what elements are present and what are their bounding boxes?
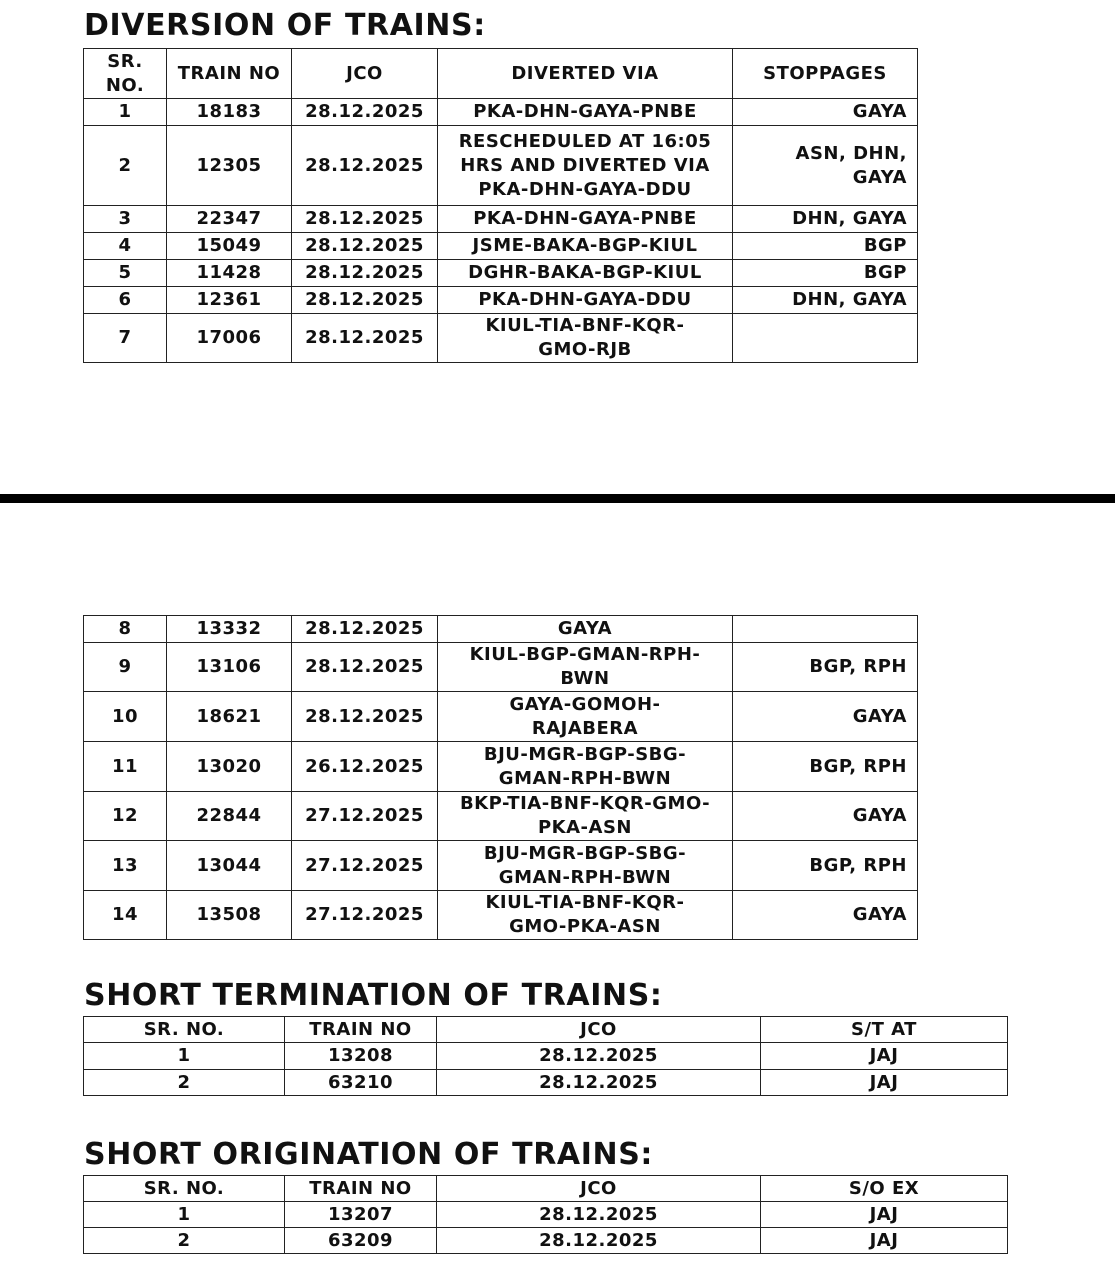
train-cell: 13207 xyxy=(285,1202,437,1228)
via-cell: PKA-DHN-GAYA-PNBE xyxy=(438,206,733,233)
table-row xyxy=(84,1043,1008,1070)
header-sr-no: SR. NO. xyxy=(84,1176,285,1202)
sr-cell: 10 xyxy=(84,692,167,742)
header-so-ex: S/O EX xyxy=(761,1176,1008,1202)
short-origination-title: SHORT ORIGINATION OF TRAINS: xyxy=(84,1137,654,1172)
short-termination-table xyxy=(83,1016,1008,1096)
sr-cell: 1 xyxy=(84,1202,285,1228)
table-row xyxy=(84,287,918,314)
header-diverted-via: DIVERTED VIA xyxy=(438,49,733,99)
stop-cell: BGP xyxy=(733,260,918,287)
via-cell: GAYA-GOMOH-RAJABERA xyxy=(438,692,733,742)
st-at-cell: JAJ xyxy=(761,1043,1008,1070)
sr-cell: 5 xyxy=(84,260,167,287)
via-cell: PKA-DHN-GAYA-PNBE xyxy=(438,99,733,126)
table-row xyxy=(84,891,918,940)
stop-cell: BGP xyxy=(733,233,918,260)
page-divider xyxy=(0,494,1115,503)
via-cell: GAYA xyxy=(438,616,733,643)
via-cell: PKA-DHN-GAYA-DDU xyxy=(438,287,733,314)
train-cell: 13332 xyxy=(167,616,292,643)
jco-cell: 28.12.2025 xyxy=(292,643,438,692)
jco-cell: 26.12.2025 xyxy=(292,742,438,792)
st-at-cell: JAJ xyxy=(761,1070,1008,1096)
stop-cell: ASN, DHN, GAYA xyxy=(733,126,918,206)
jco-cell: 27.12.2025 xyxy=(292,841,438,891)
short-origination-table xyxy=(83,1175,1008,1254)
table-row xyxy=(84,314,918,363)
jco-cell: 28.12.2025 xyxy=(292,692,438,742)
jco-cell: 28.12.2025 xyxy=(292,287,438,314)
train-cell: 22844 xyxy=(167,792,292,841)
jco-cell: 28.12.2025 xyxy=(292,206,438,233)
stop-cell: BGP, RPH xyxy=(733,841,918,891)
train-cell: 15049 xyxy=(167,233,292,260)
via-cell: JSME-BAKA-BGP-KIUL xyxy=(438,233,733,260)
sr-cell: 9 xyxy=(84,643,167,692)
jco-cell: 28.12.2025 xyxy=(292,126,438,206)
sr-cell: 3 xyxy=(84,206,167,233)
table-header-row xyxy=(84,49,918,99)
diversion-table-part-2 xyxy=(83,615,918,940)
header-sr-no: SR. NO. xyxy=(84,49,167,99)
sr-cell: 12 xyxy=(84,792,167,841)
sr-cell: 6 xyxy=(84,287,167,314)
short-termination-title: SHORT TERMINATION OF TRAINS: xyxy=(84,978,663,1013)
jco-cell: 28.12.2025 xyxy=(292,260,438,287)
table-row xyxy=(84,841,918,891)
train-cell: 12361 xyxy=(167,287,292,314)
via-cell: BKP-TIA-BNF-KQR-GMO-PKA-ASN xyxy=(438,792,733,841)
train-cell: 18183 xyxy=(167,99,292,126)
sr-cell: 8 xyxy=(84,616,167,643)
header-jco: JCO xyxy=(437,1176,761,1202)
table-row xyxy=(84,206,918,233)
via-cell: BJU-MGR-BGP-SBG-GMAN-RPH-BWN xyxy=(438,742,733,792)
via-cell: KIUL-BGP-GMAN-RPH-BWN xyxy=(438,643,733,692)
table-header-row xyxy=(84,1017,1008,1043)
table-row xyxy=(84,643,918,692)
header-train-no: TRAIN NO xyxy=(167,49,292,99)
header-train-no: TRAIN NO xyxy=(285,1176,437,1202)
sr-cell: 11 xyxy=(84,742,167,792)
train-cell: 22347 xyxy=(167,206,292,233)
table-row xyxy=(84,692,918,742)
train-cell: 13020 xyxy=(167,742,292,792)
table-row xyxy=(84,792,918,841)
train-cell: 13044 xyxy=(167,841,292,891)
table-row xyxy=(84,1228,1008,1254)
header-stoppages: STOPPAGES xyxy=(733,49,918,99)
via-cell: DGHR-BAKA-BGP-KIUL xyxy=(438,260,733,287)
stop-cell: DHN, GAYA xyxy=(733,287,918,314)
train-cell: 13508 xyxy=(167,891,292,940)
stop-cell: DHN, GAYA xyxy=(733,206,918,233)
table-row xyxy=(84,260,918,287)
table-row xyxy=(84,233,918,260)
via-cell: KIUL-TIA-BNF-KQR-GMO-PKA-ASN xyxy=(438,891,733,940)
table-row xyxy=(84,616,918,643)
header-st-at: S/T AT xyxy=(761,1017,1008,1043)
header-jco: JCO xyxy=(292,49,438,99)
via-cell: BJU-MGR-BGP-SBG-GMAN-RPH-BWN xyxy=(438,841,733,891)
stop-cell xyxy=(733,616,918,643)
jco-cell: 28.12.2025 xyxy=(292,99,438,126)
sr-cell: 14 xyxy=(84,891,167,940)
diversion-table-part-1 xyxy=(83,48,918,363)
jco-cell: 28.12.2025 xyxy=(292,616,438,643)
sr-cell: 1 xyxy=(84,99,167,126)
stop-cell xyxy=(733,314,918,363)
header-jco: JCO xyxy=(437,1017,761,1043)
stop-cell: GAYA xyxy=(733,891,918,940)
table-row xyxy=(84,1070,1008,1096)
sr-cell: 1 xyxy=(84,1043,285,1070)
jco-cell: 28.12.2025 xyxy=(437,1202,761,1228)
table-row xyxy=(84,1202,1008,1228)
train-cell: 11428 xyxy=(167,260,292,287)
jco-cell: 28.12.2025 xyxy=(437,1070,761,1096)
via-cell: KIUL-TIA-BNF-KQR-GMO-RJB xyxy=(438,314,733,363)
table-header-row xyxy=(84,1176,1008,1202)
header-train-no: TRAIN NO xyxy=(285,1017,437,1043)
sr-cell: 4 xyxy=(84,233,167,260)
so-ex-cell: JAJ xyxy=(761,1202,1008,1228)
sr-cell: 2 xyxy=(84,1228,285,1254)
table-row xyxy=(84,126,918,206)
table-row xyxy=(84,742,918,792)
header-sr-no: SR. NO. xyxy=(84,1017,285,1043)
stop-cell: GAYA xyxy=(733,692,918,742)
stop-cell: BGP, RPH xyxy=(733,643,918,692)
stop-cell: BGP, RPH xyxy=(733,742,918,792)
sr-cell: 2 xyxy=(84,1070,285,1096)
jco-cell: 28.12.2025 xyxy=(292,233,438,260)
via-cell: RESCHEDULED AT 16:05 HRS AND DIVERTED VIA PKA-DHN-GAYA-DDU xyxy=(438,126,733,206)
jco-cell: 27.12.2025 xyxy=(292,792,438,841)
sr-cell: 13 xyxy=(84,841,167,891)
so-ex-cell: JAJ xyxy=(761,1228,1008,1254)
train-cell: 63210 xyxy=(285,1070,437,1096)
diversion-title: DIVERSION OF TRAINS: xyxy=(84,8,486,43)
jco-cell: 28.12.2025 xyxy=(292,314,438,363)
table-row xyxy=(84,99,918,126)
train-cell: 13208 xyxy=(285,1043,437,1070)
train-cell: 17006 xyxy=(167,314,292,363)
train-cell: 63209 xyxy=(285,1228,437,1254)
train-cell: 12305 xyxy=(167,126,292,206)
train-cell: 13106 xyxy=(167,643,292,692)
stop-cell: GAYA xyxy=(733,99,918,126)
stop-cell: GAYA xyxy=(733,792,918,841)
jco-cell: 27.12.2025 xyxy=(292,891,438,940)
train-cell: 18621 xyxy=(167,692,292,742)
jco-cell: 28.12.2025 xyxy=(437,1043,761,1070)
jco-cell: 28.12.2025 xyxy=(437,1228,761,1254)
sr-cell: 7 xyxy=(84,314,167,363)
sr-cell: 2 xyxy=(84,126,167,206)
